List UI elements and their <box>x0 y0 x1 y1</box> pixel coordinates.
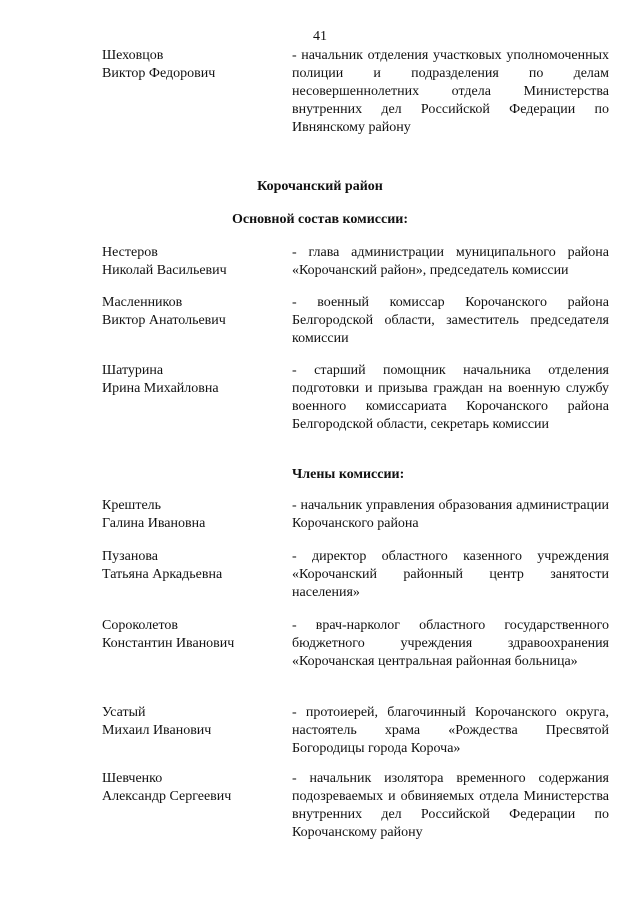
member-name <box>102 704 277 740</box>
member-given-name: Галина Ивановна <box>102 516 206 531</box>
members-section-title: Члены комиссии: <box>292 467 405 482</box>
member-name <box>102 362 277 398</box>
member-name <box>102 617 277 653</box>
member-role: - начальник управления образования администрации Корочанского района <box>292 498 609 531</box>
member-surname: Нестеров <box>102 245 158 260</box>
member-surname: Сороколетов <box>102 618 178 633</box>
member-surname: Крештель <box>102 498 162 513</box>
member-role: - протоиерей, благочинный Корочанского округа, настоятель храма «Рождества Пресвятой Богородицы города Короча» <box>292 705 609 756</box>
member-given-name: Татьяна Аркадьевна <box>102 567 223 582</box>
member-surname: Масленников <box>102 295 183 310</box>
member-role: - старший помощник начальника отделения подготовки и призыва граждан на военную службу военного комиссариата Корочанского района Белгородской области, секретарь комиссии <box>292 363 609 432</box>
member-given-name: Ирина Михайловна <box>102 381 219 396</box>
member-role: - врач-нарколог областного государственного бюджетного учреждения здравоохранения «Корочанская центральная районная больница» <box>292 618 609 669</box>
member-name <box>102 244 277 280</box>
member-surname: Пузанова <box>102 549 158 564</box>
member-given-name: Константин Иванович <box>102 636 235 651</box>
member-name <box>102 548 277 584</box>
member-given-name: Михаил Иванович <box>102 723 212 738</box>
member-role: - начальник отделения участковых уполномоченных полиции и подразделения по делам несовершеннолетних отдела Министерства внутренних дел Российской Федерации по Ивнянскому району <box>292 48 609 135</box>
member-given-name: Александр Сергеевич <box>102 789 232 804</box>
member-role: - директор областного казенного учреждения «Корочанский районный центр занятости населения» <box>292 549 609 600</box>
member-surname: Шевченко <box>102 771 163 786</box>
member-role: - глава администрации муниципального района «Корочанский район», председатель комиссии <box>292 245 609 278</box>
member-surname: Шатурина <box>102 363 164 378</box>
member-name <box>102 47 277 83</box>
district-title: Корочанский район <box>257 179 383 194</box>
page-number: 41 <box>313 29 327 44</box>
member-role: - военный комиссар Корочанского района Белгородской области, заместитель председателя комиссии <box>292 295 609 346</box>
member-given-name: Виктор Федорович <box>102 66 216 81</box>
member-given-name: Николай Васильевич <box>102 263 227 278</box>
member-name <box>102 294 277 330</box>
member-given-name: Виктор Анатольевич <box>102 313 226 328</box>
member-surname: Шеховцов <box>102 48 164 63</box>
member-surname: Усатый <box>102 705 146 720</box>
main-section-title: Основной состав комиссии: <box>232 212 408 227</box>
member-name <box>102 770 277 806</box>
member-name <box>102 497 277 533</box>
member-role: - начальник изолятора временного содержания подозреваемых и обвиняемых отдела Министерства внутренних дел Российской Федерации по Корочанскому району <box>292 771 609 840</box>
